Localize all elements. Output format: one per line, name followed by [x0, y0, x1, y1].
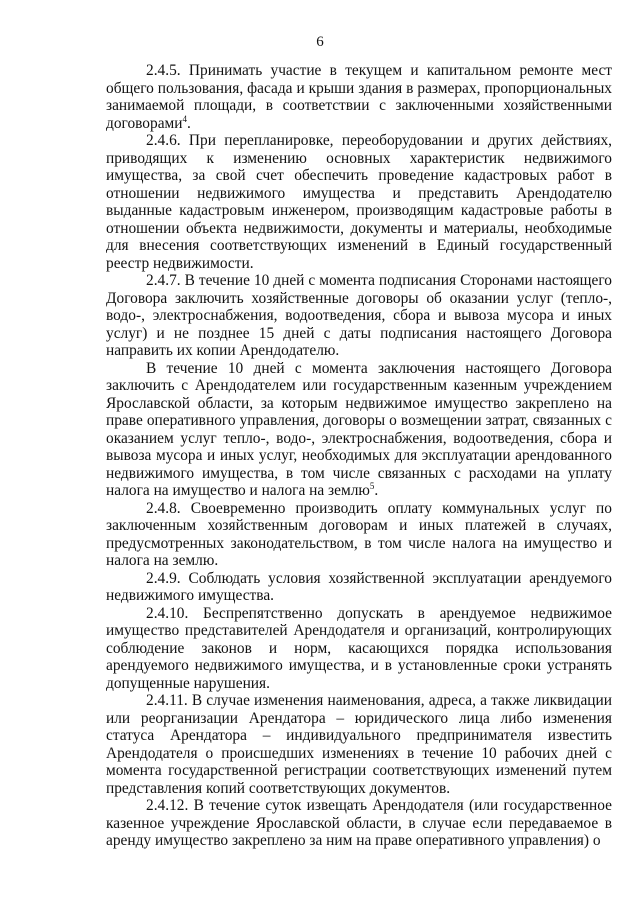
footnote-ref-5[interactable]: 5	[369, 480, 375, 491]
footnote-ref-4[interactable]: 4	[182, 113, 188, 124]
paragraph-tail: .	[187, 114, 191, 132]
paragraph-2-4-12: 2.4.12. В течение суток извещать Арендодателя (или государственное казенное учреждение Ярославской области, в случае если передаваемое в аренду имущество закреплено за ним на праве оперативного управления) о	[106, 797, 612, 849]
paragraph-text: 2.4.5. Принимать участие в текущем и капитальном ремонте мест общего пользования, фасада и крыши здания в размерах, пропорциональных занимаемой площади, в соответствии с заключенными хозяйственными договорами	[106, 62, 612, 132]
paragraph-tail: .	[374, 482, 379, 499]
paragraph-2-4-9: 2.4.9. Соблюдать условия хозяйственной эксплуатации арендуемого недвижимого имущества.	[106, 569, 612, 604]
document-body	[106, 62, 612, 850]
paragraph-2-4-10: 2.4.10. Беспрепятственно допускать в арендуемое недвижимое имущество представителей Арендодателя и организаций, контролирующих соблюдение законов и норм, касающихся порядка использования арендуемого недвижимого имущества, и в установленные сроки устранять допущенные нарушения.	[106, 604, 612, 692]
paragraph-text: В течение 10 дней с момента заключения настоящего Договора заключить с Арендодателем или государственным казенным учреждением Ярославской области, за которым недвижимое имущество закреплено на праве оперативного управления, договоры о возмещении затрат, связанных с оказанием услуг тепло-, водо-, электроснабжения, водоотведения, сбора и вывоза мусора и иных услуг, необходимых для эксплуатации арендованного недвижимого имущества, в том числе связанных с расходами на уплату налога на имущество и налога на землю	[106, 359, 612, 499]
paragraph-2-4-11: 2.4.11. В случае изменения наименования, адреса, а также ликвидации или реорганизации Арендатора – юридического лица либо изменения статуса Арендатора – индивидуального предпринимателя известить Арендодателя о происшедших изменениях в течение 10 рабочих дней с момента государственной регистрации соответствующих изменений путем представления копий соответствующих документов.	[106, 692, 612, 797]
page-number: 6	[316, 34, 324, 50]
paragraph-2-4-5	[106, 62, 612, 132]
paragraph-2-4-6: 2.4.6. При перепланировке, переоборудовании и других действиях, приводящих к изменению основных характеристик недвижимого имущества, за свой счет обеспечить проведение кадастровых работ в отношении недвижимого имущества и представить Арендодателю выданные кадастровым инженером, производящим кадастровые работы в отношении объекта недвижимости, документы и материалы, необходимые для внесения соответствующих изменений в Единый государственный реестр недвижимости.	[106, 132, 612, 272]
paragraph-2-4-7-continued	[106, 360, 612, 500]
paragraph-2-4-8: 2.4.8. Своевременно производить оплату коммунальных услуг по заключенным хозяйственным договорам и иных платежей в случаях, предусмотренных законодательством, в том числе налога на имущество и налога на землю.	[106, 499, 612, 569]
paragraph-2-4-7: 2.4.7. В течение 10 дней с момента подписания Сторонами настоящего Договора заключить хозяйственные договоры об оказании услуг (тепло-, водо-, электроснабжения, водоотведения, сбора и вывоза мусора и иных услуг) и не позднее 15 дней с даты подписания настоящего Договора направить их копии Арендодателю.	[106, 272, 612, 359]
